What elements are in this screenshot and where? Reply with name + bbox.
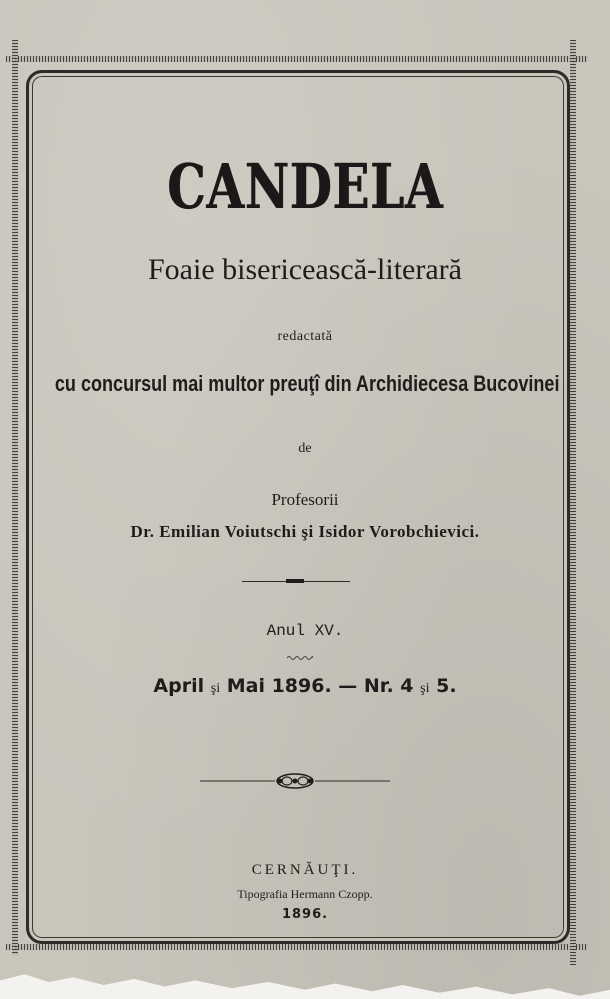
publication-year: 1896. <box>281 907 329 922</box>
city-name: CERNĂUŢI. <box>251 862 359 878</box>
wavy-ornament <box>287 655 313 661</box>
issue-line <box>0 675 610 697</box>
edited-label: redactată <box>277 329 333 344</box>
authors-line: Dr. Emilian Voiutschi şi Isidor Vorobchievici. <box>130 522 480 541</box>
printer-name: Tipografia Hermann Czopp. <box>237 887 373 901</box>
issue-conjunction-2: şi <box>420 681 430 696</box>
by-label: de <box>298 441 312 456</box>
fleuron-ornament <box>200 770 390 792</box>
issue-conjunction-1: şi <box>210 681 221 696</box>
journal-title: CANDELA <box>167 150 443 223</box>
issue-number-end: 5. <box>436 675 457 697</box>
journal-subtitle: Foaie bisericească-literară <box>148 253 462 286</box>
divider-mark <box>286 579 304 583</box>
torn-page-edge <box>0 968 610 999</box>
bottom-border-stripe <box>6 944 588 950</box>
issue-month-1: April <box>153 675 205 697</box>
top-border-stripe <box>6 56 588 62</box>
issue-month-2: Mai 1896. — Nr. 4 <box>226 675 414 697</box>
collaboration-line: cu concursul mai multor preuţî din Archidiecesa Bucovinei <box>54 371 560 396</box>
professors-label: Profesorii <box>271 490 339 509</box>
volume-label: Anul XV. <box>266 622 344 640</box>
